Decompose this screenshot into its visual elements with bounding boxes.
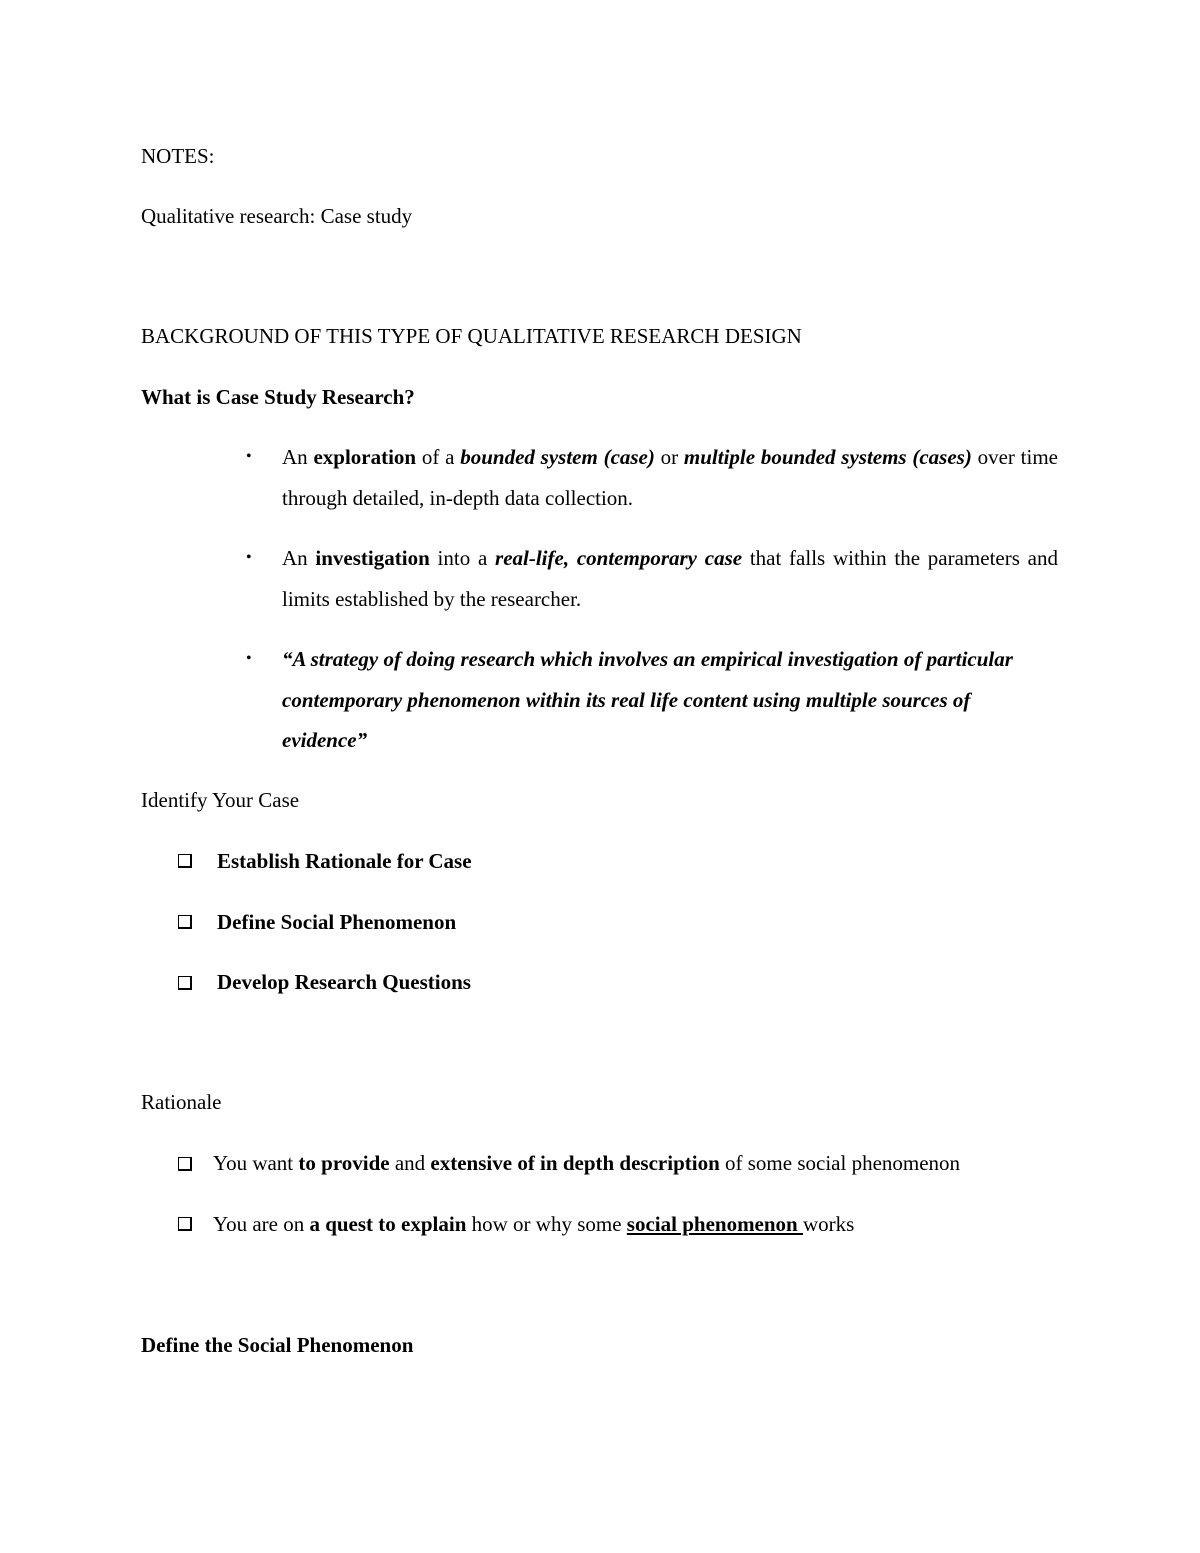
bullet-emphasis-term: real-life, contemporary case: [495, 546, 743, 570]
rationale-bold-term: to provide: [298, 1151, 390, 1175]
rationale-item-explain: [213, 1204, 854, 1244]
bullet-bold-term: investigation: [315, 546, 430, 570]
bullet-icon: •: [246, 650, 252, 667]
rationale-item-description: [213, 1143, 960, 1183]
bullet-text-part: or: [654, 445, 684, 469]
bullet-item-exploration: [282, 437, 1058, 518]
checkbox-icon: [178, 1157, 192, 1171]
document-subtitle: Qualitative research: Case study: [141, 204, 413, 228]
rationale-text-part: You want: [213, 1151, 299, 1175]
rationale-text-part: of some social phenomenon: [719, 1151, 961, 1175]
checklist-item-questions: Develop Research Questions: [217, 970, 471, 994]
rationale-heading: Rationale: [141, 1090, 222, 1114]
rationale-text-part: and: [389, 1151, 431, 1175]
checkbox-icon: [178, 915, 192, 929]
checkbox-icon: [178, 976, 192, 990]
checkbox-icon: [178, 854, 192, 868]
rationale-text-part: how or why some: [466, 1212, 627, 1236]
checklist-item-phenomenon: Define Social Phenomenon: [217, 910, 457, 934]
bullet-item-quote: “A strategy of doing research which involves an empirical investigation of particular contemporary phenomenon within its real life content using multiple sources of evidence”: [282, 647, 1013, 752]
bullet-emphasis-term: bounded system (case): [460, 445, 655, 469]
bullet-text-part: An: [282, 445, 314, 469]
checkbox-icon: [178, 1217, 192, 1231]
rationale-text-part: works: [803, 1212, 855, 1236]
notes-label: NOTES:: [141, 144, 215, 168]
bullet-text-part: An: [282, 546, 316, 570]
question-heading: What is Case Study Research?: [141, 385, 415, 409]
bullet-text-part: over time through detailed, in-depth data collection.: [282, 445, 1059, 510]
bullet-bold-term: exploration: [313, 445, 417, 469]
bullet-text-part: of a: [416, 445, 461, 469]
bullet-text-part: that falls within the parameters and limits established by the researcher.: [282, 546, 1058, 611]
bullet-text-part: into a: [429, 546, 496, 570]
identify-heading: Identify Your Case: [141, 788, 300, 812]
define-heading: Define the Social Phenomenon: [141, 1333, 414, 1357]
rationale-underlined-term: social phenomenon: [626, 1212, 803, 1236]
rationale-text-part: You are on: [213, 1212, 310, 1236]
rationale-bold-term: extensive of in depth description: [430, 1151, 720, 1175]
rationale-bold-term: a quest to explain: [309, 1212, 467, 1236]
bullet-icon: •: [246, 448, 252, 465]
bullet-emphasis-term: multiple bounded systems (cases): [683, 445, 972, 469]
background-heading: BACKGROUND OF THIS TYPE OF QUALITATIVE RESEARCH DESIGN: [141, 324, 802, 348]
checklist-item-rationale: Establish Rationale for Case: [217, 849, 472, 873]
bullet-item-investigation: [282, 538, 1058, 619]
bullet-icon: •: [246, 549, 252, 566]
